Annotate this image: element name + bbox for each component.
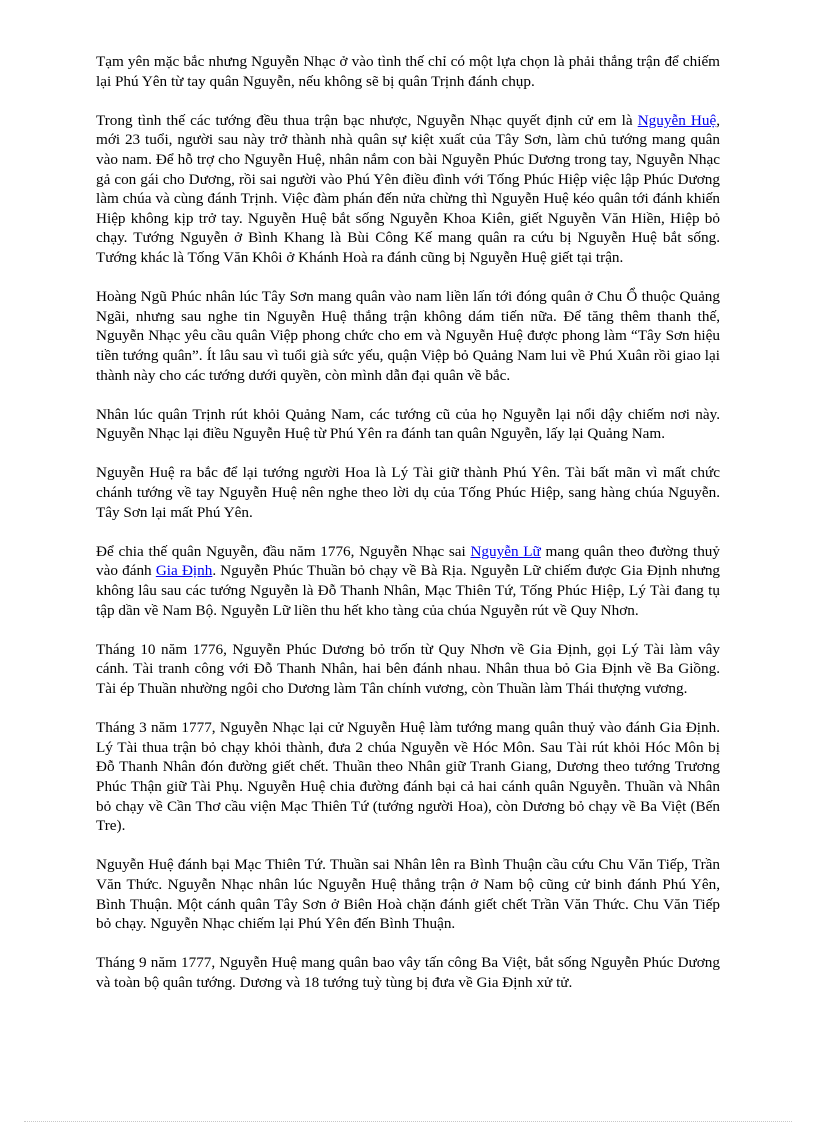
paragraph-10 (96, 953, 720, 992)
paragraph-5 (96, 463, 720, 522)
paragraph-text: , mới 23 tuổi, người sau này trở thành nhà quân sự kiệt xuất của Tây Sơn, làm chủ tướng mang quân vào nam. Để hỗ trợ cho Nguyễn Huệ, nhân nắm con bài Nguyễn Phúc Dương trong tay, Nguyễn Nhạc gả con gái cho Dương, rồi sai người vào Phú Yên điều đình với Tống Phúc Hiệp việc lập Phúc Dương làm chúa và cùng đánh Trịnh. Việc đàm phán đến nửa chừng thì Nguyễn Huệ kéo quân tới đánh khiến Hiệp không kịp trở tay. Nguyễn Huệ bắt sống Nguyễn Khoa Kiên, giết Nguyễn Văn Hiền, Hiệp bỏ chạy. Tướng Nguyễn ở Bình Khang là Bùi Công Kế mang quân ra cứu bị Nguyễn Huệ bắt sống. Tướng khác là Tống Văn Khôi ở Khánh Hoà ra đánh cũng bị Nguyễn Huệ giết tại trận. (96, 111, 721, 266)
paragraph-text: mang quân theo đường thuỷ vào đánh (96, 542, 720, 580)
paragraph-text: Hoàng Ngũ Phúc nhân lúc Tây Sơn mang quân vào nam liền lấn tới đóng quân ở Chu Ổ thuộc Quảng Ngãi, nhưng sau nghe tin Nguyễn Huệ thắng trận không dám tiến nữa. Để tăng thêm thanh thế, Nguyễn Nhạc yêu cầu quân Việp phong chức cho em và Nguyễn Huệ được phong làm “Tây Sơn hiệu tiền tướng quân”. Ít lâu sau vì tuổi già sức yếu, quận Việp bỏ Quảng Nam lui về Phú Xuân rồi giao lại thành này cho các tướng dưới quyền, còn mình dẫn đại quân về bắc. (96, 288, 720, 384)
paragraph-4 (96, 405, 720, 444)
paragraph-2 (96, 111, 720, 268)
paragraph-text: Để chia thế quân Nguyễn, đầu năm 1776, Nguyễn Nhạc sai (96, 542, 471, 560)
paragraph-1 (96, 52, 720, 91)
link-gia-dinh[interactable]: Gia Định (155, 562, 213, 580)
page-bottom-divider (24, 1121, 792, 1122)
paragraph-text: Nhân lúc quân Trịnh rút khỏi Quảng Nam, các tướng cũ của họ Nguyễn lại nổi dậy chiếm nơi này. Nguyễn Nhạc lại điều Nguyễn Huệ từ Phú Yên ra đánh tan quân Nguyễn, lấy lại Quảng Nam. (96, 405, 720, 443)
document-page (96, 52, 720, 1012)
paragraph-9 (96, 855, 720, 933)
paragraph-text: Trong tình thế các tướng đều thua trận bạc nhược, Nguyễn Nhạc quyết định cử em là (96, 111, 638, 129)
paragraph-text: . Nguyễn Phúc Thuần bỏ chạy về Bà Rịa. Nguyễn Lữ chiếm được Gia Định nhưng không lâu sau các tướng Nguyễn là Đỗ Thanh Nhân, Mạc Thiên Tứ, Tống Phúc Hiệp, Lý Tài đang tụ tập dần về Nam Bộ. Nguyễn Lữ liền thu hết kho tàng của chúa Nguyễn rút về Quy Nhơn. (96, 562, 721, 619)
paragraph-7 (96, 640, 720, 699)
paragraph-text: Tạm yên mặc bắc nhưng Nguyễn Nhạc ở vào tình thế chỉ có một lựa chọn là phải thắng trận để chiếm lại Phú Yên từ tay quân Nguyễn, nếu không sẽ bị quân Trịnh đánh chụp. (96, 53, 720, 90)
paragraph-8 (96, 718, 720, 836)
paragraph-6 (96, 542, 720, 620)
link-nguyen-hue[interactable]: Nguyễn Huệ (637, 111, 717, 129)
paragraph-text: Nguyễn Huệ ra bắc để lại tướng người Hoa là Lý Tài giữ thành Phú Yên. Tài bất mãn vì mất chức chánh tướng về tay Nguyễn Huệ nên nghe theo lời dụ của Tống Phúc Hiệp, sang hàng chúa Nguyễn. Tây Sơn lại mất Phú Yên. (96, 464, 720, 521)
link-nguyen-lu[interactable]: Nguyễn Lữ (470, 542, 541, 560)
paragraph-text: Tháng 10 năm 1776, Nguyễn Phúc Dương bỏ trốn từ Quy Nhơn về Gia Định, gọi Lý Tài làm vây cánh. Tài tranh công với Đỗ Thanh Nhân, hai bên đánh nhau. Nhân thua bỏ Gia Định về Ba Giồng. Tài ép Thuần nhường ngôi cho Dương làm Tân chính vương, còn Thuần làm Thái thượng vương. (96, 640, 720, 697)
paragraph-text: Tháng 3 năm 1777, Nguyễn Nhạc lại cử Nguyễn Huệ làm tướng mang quân thuỷ vào đánh Gia Định. Lý Tài thua trận bỏ chạy khỏi thành, đưa 2 chúa Nguyễn về Hóc Môn. Sau Tài rút khỏi Hóc Môn bị Đỗ Thanh Nhân đón đường giết chết. Thuần theo Nhân giữ Tranh Giang, Dương theo tướng Trương Phúc Thận giữ Tài Phụ. Nguyễn Huệ chia đường đánh bại cả hai cánh quân Nguyễn. Thuần và Nhân bỏ chạy về Cần Thơ cầu viện Mạc Thiên Tứ (tướng người Hoa), còn Dương bỏ chạy về Ba Việt (Bến Tre). (96, 719, 720, 835)
paragraph-text: Tháng 9 năm 1777, Nguyễn Huệ mang quân bao vây tấn công Ba Việt, bắt sống Nguyễn Phúc Dương và toàn bộ quân tướng. Dương và 18 tướng tuỳ tùng bị đưa về Gia Định xử tử. (96, 954, 720, 991)
paragraph-text: Nguyễn Huệ đánh bại Mạc Thiên Tứ. Thuần sai Nhân lên ra Bình Thuận cầu cứu Chu Văn Tiếp, Trần Văn Thức. Nguyễn Nhạc nhân lúc Nguyễn Huệ thắng trận ở Nam bộ cũng cử binh đánh Phú Yên, Bình Thuận. Một cánh quân Tây Sơn ở Biên Hoà chặn đánh giết chết Trần Văn Thức. Chu Văn Tiếp bỏ chạy. Nguyễn Nhạc chiếm lại Phú Yên đến Bình Thuận. (96, 856, 720, 933)
paragraph-3 (96, 287, 720, 385)
